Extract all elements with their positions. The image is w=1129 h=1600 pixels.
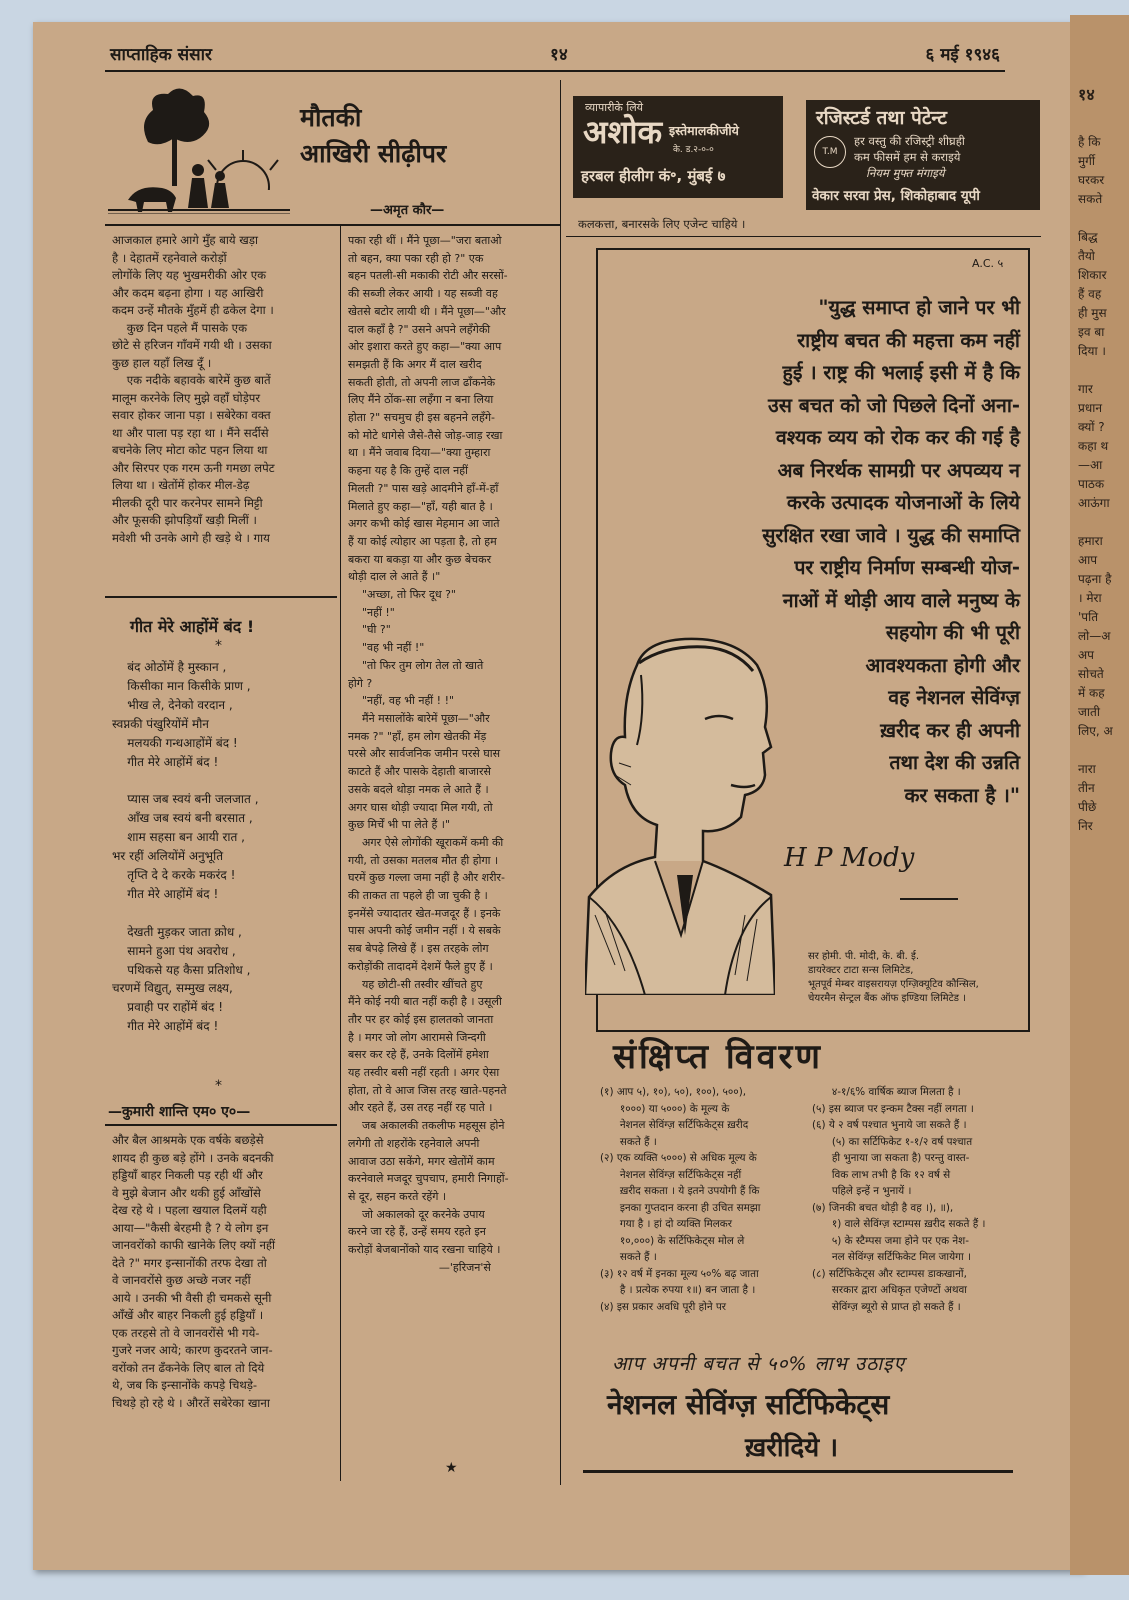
next-page-fragment: घरकर bbox=[1078, 173, 1105, 187]
poem-line: भर रहीं अलियोंमें अनुभूति bbox=[112, 849, 224, 864]
next-page-fragment: आप bbox=[1078, 553, 1098, 567]
text-line: एक तरहसे तो वे जानवरोंसे भी गये- bbox=[112, 1325, 260, 1340]
text-line: लोगोंके लिए यह भुखमरीकी ओर एक bbox=[112, 268, 267, 282]
tm-logo: T.M bbox=[814, 136, 846, 168]
poem-line: प्रवाही पर राहोंमें बंद ! bbox=[112, 1000, 224, 1015]
star-ornament: ★ bbox=[445, 1460, 458, 1476]
text-line: अगर ऐसे लोगोंकी खूराकमें कमी की bbox=[348, 835, 504, 849]
caption-line: सर होमी. पी. मोदी, के. बी. ई. bbox=[808, 951, 920, 962]
quote-line: आवश्यकता होगी और bbox=[865, 653, 1020, 677]
summary-line: इनका गुप्तदान करना ही उचित समझा bbox=[600, 1201, 761, 1214]
text-line: गुजरे नजर आये; कारण कुदरतने जान- bbox=[112, 1343, 273, 1357]
bottom-rule bbox=[583, 1470, 1013, 1473]
summary-line: पहिले इन्हें न भुनायें । bbox=[812, 1185, 912, 1197]
next-page-fragment: पीछे bbox=[1078, 800, 1097, 814]
summary-line: (८) सर्टिफिकेट्स और स्टाम्पस डाकखानों, bbox=[812, 1267, 967, 1280]
ad-left-top: व्यापारीके लिये bbox=[585, 101, 644, 114]
article-title bbox=[300, 100, 446, 172]
text-line: मीलकी दूरी पार करनेपर सामने मिट्टी bbox=[112, 495, 263, 510]
text-line: कुछ मिर्चें भी पा लेते हैं ।" bbox=[348, 818, 451, 832]
next-page-fragment: कहा थ bbox=[1078, 439, 1109, 453]
summary-line: (५) का सर्टिफिकेट १-१/२ वर्ष पश्चात bbox=[812, 1135, 973, 1148]
summary-line: नेशनल सेविंग्ज़ सर्टिफिकेट्स ख़रीद bbox=[600, 1119, 749, 1131]
quote-line: "युद्ध समाप्त हो जाने पर भी bbox=[818, 296, 1020, 319]
next-page-fragment: पाठक bbox=[1078, 477, 1105, 491]
ad-right-line2: कम फीसमें हम से कराइये bbox=[854, 150, 961, 164]
summary-line: सकते हैं । bbox=[600, 1251, 657, 1263]
text-line: वरोंको तन ढँकनेके लिए बाल तो दिये bbox=[112, 1360, 265, 1375]
next-page-fragment: गार bbox=[1078, 382, 1093, 396]
text-line: जब अकालकी तकलीफ महसूस होने bbox=[348, 1119, 505, 1133]
text-line: और रहते हैं, उस तरह नहीं रह पाते । bbox=[348, 1101, 493, 1115]
text-line: जो अकालको दूर करनेके उपाय bbox=[348, 1207, 485, 1221]
next-page-fragment: इव बा bbox=[1078, 325, 1105, 339]
text-line: ओर इशारा करते हुए कहा—"क्या आप bbox=[348, 340, 502, 354]
text-line: होता ?" सचमुच ही इस बहनने लहँगे- bbox=[348, 411, 495, 425]
text-line: काटते हैं और पासके देहाती बाजारसे bbox=[348, 765, 491, 779]
poem-author: —कुमारी शान्ति एम० ए०— bbox=[108, 1104, 251, 1120]
next-page-fragment: बिद्ध bbox=[1078, 230, 1098, 244]
ashok-advert bbox=[573, 96, 783, 198]
next-page-fragment: क्यों ? bbox=[1078, 420, 1105, 434]
poem-rule-bottom bbox=[105, 1124, 337, 1126]
text-line: करनेवाले मजदूर चुपचाप, हमारी निगाहों- bbox=[348, 1172, 509, 1186]
article-column-2 bbox=[348, 232, 560, 1482]
summary-line: सरकार द्वारा अधिकृत एजेण्टों अथवा bbox=[812, 1284, 968, 1296]
next-page-fragment: है कि bbox=[1078, 135, 1101, 149]
poem-line: तृप्ति दे दे करके मकरंद ! bbox=[112, 867, 236, 882]
next-page-fragment: हैं वह bbox=[1078, 287, 1102, 301]
poem-line: प्यास जब स्वयं बनी जलजात , bbox=[112, 792, 259, 807]
summary-line: (५) इस ब्याज पर इन्कम टैक्स नहीं लगता । bbox=[812, 1102, 974, 1115]
text-line: देते ?" मगर इन्सानोंकी तरफ देखा तो bbox=[112, 1255, 267, 1270]
next-page-fragment: ही मुस bbox=[1078, 306, 1107, 320]
page-header bbox=[110, 42, 1000, 64]
poem-line: गीत मेरे आहोंमें बंद ! bbox=[112, 754, 219, 769]
next-page-fragment: —आ bbox=[1078, 458, 1103, 472]
text-line: सब बेपढ़े लिखे हैं । इस तरहके लोग bbox=[348, 942, 489, 956]
text-line: करोड़ों बेजबानोंको याद रखना चाहिये । bbox=[348, 1243, 501, 1257]
article-title-line-2: आखिरी सीढ़ीपर bbox=[300, 139, 447, 168]
text-line: नमक ?" "हाँ, हम लोग खेतकी मेंड़ bbox=[348, 729, 487, 743]
next-page-fragment: तैयो bbox=[1078, 249, 1095, 263]
text-line: हड्डियाँ बाहर निकली पड़ रही थीं और bbox=[112, 1168, 263, 1182]
poem-line: बंद ओठोंमें है मुस्कान , bbox=[112, 660, 227, 674]
text-line: थोड़ी दाल ले आते हैं ।" bbox=[348, 570, 441, 584]
text-line: चिथड़े हो रहे थे । औरतें सबेरेका खाना bbox=[112, 1395, 270, 1410]
text-line: होता, तो वे आज जिस तरह खाते-पहनते bbox=[348, 1083, 507, 1097]
text-line: और फूसकी झोपड़ियाँ खड़ी मिलीं । bbox=[112, 513, 257, 527]
text-line: थे, जब कि इन्सानोंके कपड़े चिथड़े- bbox=[112, 1378, 258, 1392]
quote-line: ख़रीद कर ही अपनी bbox=[880, 718, 1020, 742]
portrait-sketch bbox=[585, 635, 775, 995]
summary-line: (२) एक व्यक्ति ५०००) से अधिक मूल्य के bbox=[600, 1152, 757, 1164]
summary-line: सकते हैं । bbox=[600, 1135, 657, 1148]
text-line: मवेशी भी उनके आगे ही खड़े थे । गाय bbox=[112, 530, 270, 545]
text-line: मैंने कोई नयी बात नहीं कही है । उसूली bbox=[348, 995, 502, 1009]
text-line: तो बहन, क्या पका रही हो ?" एक bbox=[348, 251, 484, 265]
star-ornament: * bbox=[215, 1078, 222, 1094]
text-line: और बैल आश्रमके एक वर्षके बछड़ेसे bbox=[112, 1133, 264, 1147]
text-line: तौर पर हर कोई इस हालतको जानता bbox=[348, 1012, 494, 1026]
next-page-edge bbox=[1070, 15, 1129, 1575]
text-line: होगे ? bbox=[348, 676, 373, 690]
summary-line: विक लाभ तभी है कि १२ वर्ष से bbox=[812, 1168, 951, 1181]
quote-line: सुरक्षित रखा जावे । युद्ध की समाप्ति bbox=[762, 523, 1020, 547]
text-line: खेतसे बटोर लायी थी । मैंने पूछा—"और bbox=[348, 304, 506, 318]
ad-left-bottom: हरबल हीलीग कं॰, मुंबई ७ bbox=[581, 167, 726, 185]
next-page-fragment: दिया । bbox=[1078, 344, 1106, 358]
text-line: आवाज उठा सकेंगे, मगर खेतोंमें काम bbox=[348, 1154, 495, 1168]
poem-line: मलयकी गन्धआहोंमें बंद ! bbox=[112, 735, 238, 750]
article-title-line-1: मौतकी bbox=[300, 103, 362, 132]
poem-rule-top bbox=[105, 596, 337, 598]
text-line: शायद ही कुछ बड़े होंगे । उनके बदनकी bbox=[112, 1150, 274, 1165]
quote-line: उस बचत को जो पिछले दिनों अना- bbox=[768, 393, 1020, 417]
poem-line: सामने हुआ पंथ अवरोध , bbox=[112, 943, 236, 958]
text-line: की ताकत ता पहले ही जा चुकी है । bbox=[348, 889, 488, 903]
next-page-fragment: तीन bbox=[1078, 781, 1095, 795]
village-illustration bbox=[108, 82, 290, 214]
summary-right-column bbox=[812, 1084, 985, 1315]
summary-line: ही भुनाया जा सकता है) परन्तु वास्त- bbox=[812, 1152, 970, 1164]
summary-line: १०००) या ५०००) के मूल्य के bbox=[600, 1102, 730, 1115]
poem-title: गीत मेरे आहोंमें बंद ! bbox=[130, 617, 255, 636]
quote-line: वह नेशनल सेविंग्ज़ bbox=[888, 686, 1020, 709]
summary-line: १०,०००) के सर्टिफिकेट्स मोल ले bbox=[600, 1234, 745, 1247]
text-line: बहन पतली-सी मकाकी रोटी और सरसों- bbox=[348, 269, 508, 283]
text-line: परसे और सार्वजनिक जमीन परसे घास bbox=[348, 747, 501, 761]
star-ornament: * bbox=[215, 638, 222, 654]
title-rule bbox=[105, 224, 560, 226]
ad-left-tail: इस्तेमालकीजीये bbox=[669, 123, 739, 138]
next-page-fragment: शिकार bbox=[1078, 268, 1107, 282]
text-line: था । मैंने जवाब दिया—"क्या तुम्हारा bbox=[348, 446, 491, 460]
text-line: एक नदीके बहावके बारेमें कुछ बातें bbox=[112, 373, 271, 387]
section-rule bbox=[560, 80, 561, 1485]
signature: H P Mody bbox=[784, 843, 915, 873]
poem-line: गीत मेरे आहोंमें बंद ! bbox=[112, 1019, 219, 1034]
quote-line: कर सकता है ।" bbox=[904, 783, 1020, 807]
poem-line: गीत मेरे आहोंमें बंद ! bbox=[112, 886, 219, 901]
article-column-1-continued bbox=[112, 1132, 337, 1482]
quote-line: सहयोग की भी पूरी bbox=[885, 621, 1020, 644]
text-line: दाल कहाँ है ?" उसने अपने लहँगेकी bbox=[348, 322, 491, 336]
text-line: घरमें कुछ गल्ला जमा नहीं है और शरीर- bbox=[348, 871, 505, 885]
poem-line: चरणमें विद्युत्, सम्मुख लक्ष्य, bbox=[112, 981, 233, 996]
portrait-caption bbox=[808, 950, 979, 1006]
next-page-fragment: सोचते bbox=[1078, 667, 1104, 681]
ad-right-title: रजिस्टर्ड तथा पेटेन्ट bbox=[816, 107, 947, 129]
text-line: पास अपनी कोई जमीन नहीं । ये सबके bbox=[348, 924, 501, 938]
summary-line: ४-१/६% वार्षिक ब्याज मिलता है । bbox=[812, 1086, 961, 1098]
text-line: अगर घास थोड़ी ज्यादा मिल गयी, तो bbox=[348, 800, 493, 814]
next-page-fragment: लिए, अ bbox=[1078, 724, 1113, 738]
summary-line: (६) ये २ वर्ष पश्चात भुनाये जा सकते हैं । bbox=[812, 1119, 967, 1131]
headline-line-2: ख़रीदिये । bbox=[745, 1433, 839, 1463]
quote-line: राष्ट्रीय बचत की महत्ता कम नहीं bbox=[797, 328, 1020, 352]
next-page-fragment: लो—अ bbox=[1078, 629, 1111, 643]
text-line: "तो फिर तुम लोग तेल तो खाते bbox=[348, 658, 484, 672]
ad-right-line3: नियम मुफ्त मंगाइये bbox=[866, 166, 945, 180]
summary-line: (७) जिनकी बचत थोड़ी है वह ।), ॥), bbox=[812, 1201, 954, 1214]
text-line: "नहीं, वह भी नहीं ! !" bbox=[348, 694, 455, 708]
quote-line: वश्यक व्यय को रोक कर की गई है bbox=[775, 426, 1020, 449]
text-line: था और पाला पड़ रहा था । मैंने सर्दीसे bbox=[112, 425, 269, 440]
page-number: १४ bbox=[550, 45, 568, 65]
summary-line: ५) के स्टैम्पस जमा होने पर एक नेश- bbox=[812, 1234, 969, 1247]
next-page-fragment: में कह bbox=[1078, 686, 1105, 700]
text-line: पका रही थीं । मैंने पूछा—"जरा बताओ bbox=[348, 234, 502, 247]
next-page-fragment: पढ़ना है bbox=[1078, 572, 1112, 586]
quote-line: करके उत्पादक योजनाओं के लिये bbox=[786, 491, 1020, 514]
issue-date: ६ मई १९४६ bbox=[925, 45, 1000, 65]
header-rule bbox=[105, 70, 1005, 72]
text-line: कुछ दिन पहले मैं पासके एक bbox=[112, 320, 247, 335]
text-line: आजकाल हमारे आगे मुँह बाये खड़ा bbox=[112, 233, 258, 247]
text-line: कुछ हाल यहाँ लिख दूँ । bbox=[112, 355, 212, 370]
text-line: मालूम करनेके लिए मुझे वहाँ घोड़ेपर bbox=[112, 390, 261, 405]
next-page-fragment: जाती bbox=[1078, 705, 1100, 719]
next-page-fragment: सकते bbox=[1078, 192, 1103, 206]
next-page-fragment: 'पति bbox=[1078, 610, 1099, 624]
savings-slogan: आप अपनी बचत से ५०% लाभ उठाइए bbox=[612, 1353, 905, 1375]
text-line: लगेगी तो शहरोंके रहनेवाले अपनी bbox=[348, 1136, 480, 1150]
next-page-fragment: अप bbox=[1078, 648, 1094, 662]
text-line: आया—"कैसी बेरहमी है ? ये लोग इन bbox=[112, 1220, 269, 1235]
summary-line: (४) इस प्रकार अवधि पूरी होने पर bbox=[600, 1300, 727, 1313]
text-line: छोटे से हरिजन गाँवमें गयी थी । उसका bbox=[112, 338, 272, 352]
text-line: और सिरपर एक गरम ऊनी गमछा लपेट bbox=[112, 460, 275, 475]
summary-line: (३) १२ वर्ष में इनका मूल्य ५०% बढ़ जाता bbox=[600, 1267, 759, 1280]
text-line: बकरा या बकड़ा या और कुछ बेचकर bbox=[348, 552, 492, 566]
poem-line bbox=[112, 904, 259, 923]
poem-line: देखती मुड़कर जाता क्रोध , bbox=[112, 924, 242, 939]
text-line: "नहीं !" bbox=[348, 605, 395, 619]
poem-line: भीख ले, देनेको वरदान , bbox=[112, 697, 233, 712]
text-line: —'हरिजन'से bbox=[348, 1260, 491, 1274]
quote-line: नाओं में थोड़ी आय वाले मनुष्य के bbox=[782, 588, 1020, 612]
summary-line: सेविंग्ज़ ब्यूरो से प्राप्त हो सकते हैं । bbox=[812, 1300, 961, 1313]
agent-wanted-note: कलकत्ता, बनारसके लिए एजेन्ट चाहिये । bbox=[578, 217, 746, 231]
text-line: उसके बदले थोड़ा नमक ले आते हैं । bbox=[348, 782, 489, 796]
text-line: "अच्छा, तो फिर दूध ?" bbox=[348, 588, 456, 602]
text-line: देख रहे थे । पहला खयाल दिलमें यही bbox=[112, 1203, 267, 1217]
poem-line: पथिकसे यह कैसा प्रतिशोध , bbox=[112, 962, 251, 977]
text-line: बचनेके लिए मोटा कोट पहन लिया था bbox=[112, 443, 268, 457]
summary-left-column bbox=[600, 1084, 760, 1315]
text-line: इनमेंसे ज्यादातर खेत-मजदूर हैं । इनके bbox=[348, 906, 501, 920]
text-line: यह छोटी-सी तस्वीर खींचते हुए bbox=[348, 977, 483, 991]
text-line: करने जा रहे हैं, उन्हें समय रहते इन bbox=[348, 1225, 486, 1239]
ad-rule bbox=[566, 236, 1041, 237]
next-page-fragment: हमारा bbox=[1078, 534, 1103, 548]
text-line: को मोटे धागेसे जैसे-तैसे जोड़-जाड़ रखा bbox=[348, 428, 503, 442]
text-line: से दूर, सहन करते रहेंगे । bbox=[348, 1189, 447, 1203]
summary-line: नल सेविंग्ज़ सर्टिफिकेट मिल जायेगा । bbox=[812, 1251, 971, 1263]
text-line: कहना यह है कि तुम्हें दाल नहीं bbox=[348, 464, 468, 478]
text-line: "घी ?" bbox=[348, 623, 391, 637]
text-line: और कदम बढ़ना होगा । यह आखिरी bbox=[112, 285, 264, 300]
signature-rule bbox=[900, 898, 958, 900]
caption-line: भूतपूर्व मेम्बर वाइसरायज़ एग्ज़िक्यूटिव कौन्सिल, bbox=[808, 979, 979, 990]
summary-line: १) वाले सेविंग्ज़ स्टाम्पस ख़रीद सकते हैं । bbox=[812, 1218, 986, 1230]
headline-line-1: नेशनल सेविंग्ज़ सर्टिफिकेट्स bbox=[607, 1388, 890, 1421]
ad-left-small: के. ड.२-०-० bbox=[673, 145, 714, 155]
next-page-number: १४ bbox=[1078, 85, 1095, 104]
text-line: लिया था । खेतोंमें होकर मील-डेढ़ bbox=[112, 478, 250, 492]
text-line: वे मुझे बेजान और थकी हुई आँखोंसे bbox=[112, 1185, 261, 1200]
next-page-fragment: निर bbox=[1078, 819, 1093, 833]
poem-line: शाम सहसा बन आयी रात , bbox=[112, 830, 245, 845]
text-line: मिलती ?" पास खड़े आदमीने हाँ-में-हाँ bbox=[348, 481, 499, 495]
text-line: लिए मैंने ठोंक-सा लहँगा न बना लिया bbox=[348, 393, 494, 407]
poem-line bbox=[112, 771, 259, 790]
ad-left-brand: अशोक bbox=[583, 113, 663, 151]
text-line: आँखें और बाहर निकली हुई हड्डियाँ । bbox=[112, 1308, 264, 1322]
text-line: मैंने मसालोंके बारेमें पूछा—"और bbox=[348, 711, 490, 725]
summary-line: गया है । हां दो व्यक्ति मिलकर bbox=[600, 1218, 733, 1230]
text-line: समझती हैं कि अगर मैं दाल खरीद bbox=[348, 357, 482, 371]
summary-title: संक्षिप्त विवरण bbox=[613, 1037, 823, 1077]
text-line: करोड़ोंकी तादादमें देशमें फैले हुए हैं । bbox=[348, 959, 493, 973]
text-line: अगर कभी कोई खास मेहमान आ जाते bbox=[348, 517, 500, 531]
publication-name: साप्ताहिक संसार bbox=[110, 45, 212, 65]
poem-line: स्वप्नकी पंखुरियोंमें मौन bbox=[112, 716, 209, 731]
summary-line: (१) आप ५), १०), ५०), १००), ५००), bbox=[600, 1086, 747, 1098]
next-page-fragment: प्रधान bbox=[1078, 401, 1102, 415]
summary-line: ख़रीद सकता । ये इतने उपयोगी हैं कि bbox=[600, 1185, 760, 1197]
text-line: मिलाते हुए कहा—"हाँ, यही बात है । bbox=[348, 499, 493, 513]
poem-text bbox=[112, 658, 259, 1036]
next-page-fragment: । मेरा bbox=[1078, 591, 1102, 605]
text-line: हैं या कोई त्योहार आ पड़ता है, तो हम bbox=[348, 534, 497, 548]
text-line: जानवरोंको काफी खानेके लिए क्यों नहीं bbox=[112, 1238, 276, 1252]
summary-line: है । प्रत्येक रुपया १॥) बन जाता है । bbox=[600, 1284, 756, 1296]
text-line: "वह भी नहीं !" bbox=[348, 641, 425, 655]
quote-line: तथा देश की उन्नति bbox=[889, 751, 1020, 774]
text-line: सकती होती, तो अपनी लाज ढाँकनेके bbox=[348, 375, 496, 389]
poem-line: किसीका मान किसीके प्राण , bbox=[112, 678, 251, 693]
next-page-fragment: मुर्गी bbox=[1078, 154, 1096, 168]
next-page-fragment: आऊंगा bbox=[1078, 496, 1110, 510]
ad-right-bottom: वेकार सरवा प्रेस, शिकोहाबाद यूपी bbox=[812, 188, 980, 204]
article-byline: —अमृत कौर— bbox=[370, 203, 445, 218]
registered-patent-advert bbox=[806, 100, 1040, 210]
quote-line: अब निरर्थक सामग्री पर अपव्यय न bbox=[777, 458, 1020, 482]
ad-right-line1: हर वस्तु की रजिस्ट्री शीघ्रही bbox=[854, 134, 965, 148]
quote-line: पर राष्ट्रीय निर्माण सम्बन्धी योज- bbox=[794, 556, 1020, 579]
summary-line: नेशनल सेविंग्ज़ सर्टिफिकेट्स नहीं bbox=[600, 1168, 742, 1181]
article-column-1 bbox=[112, 232, 337, 592]
quote-line: हुई । राष्ट्र की भलाई इसी में है कि bbox=[782, 361, 1020, 384]
text-line: की सब्जी लेकर आयी । यह सब्जी वह bbox=[348, 287, 498, 301]
caption-line: चेयरमैन सेन्ट्रल बैंक ऑफ इण्डिया लिमिटेड । bbox=[808, 993, 967, 1004]
text-line: है । देहातमें रहनेवाले करोड़ों bbox=[112, 250, 227, 265]
text-line: आये । उनकी भी वैसी ही चमकसे सूनी bbox=[112, 1290, 272, 1305]
text-line: है । मगर जो लोग आरामसे जिन्दगी bbox=[348, 1030, 486, 1044]
text-line: गयी, तो उसका मतलब मौत ही होगा । bbox=[348, 853, 499, 867]
caption-line: डायरेक्टर टाटा सन्स लिमिटेड, bbox=[808, 965, 914, 976]
text-line: वे जानवरोंसे कुछ अच्छे नजर नहीं bbox=[112, 1273, 251, 1287]
text-line: यह तस्वीर बसी नहीं रहती । अगर ऐसा bbox=[348, 1066, 500, 1080]
text-line: सवार होकर जाना पड़ा । सबेरेका वक्त bbox=[112, 408, 271, 422]
text-line: बसर कर रहे हैं, उनके दिलोंमें हमेशा bbox=[348, 1048, 489, 1062]
poem-line: आँख जब स्वयं बनी बरसात , bbox=[112, 811, 253, 826]
next-page-fragment: नारा bbox=[1078, 762, 1096, 776]
ad-code: A.C. ५ bbox=[972, 257, 1004, 270]
text-line: कदम उन्हें मौतके मुँहमें ही ढकेल देगा । bbox=[112, 303, 274, 317]
column-rule bbox=[340, 226, 341, 1481]
